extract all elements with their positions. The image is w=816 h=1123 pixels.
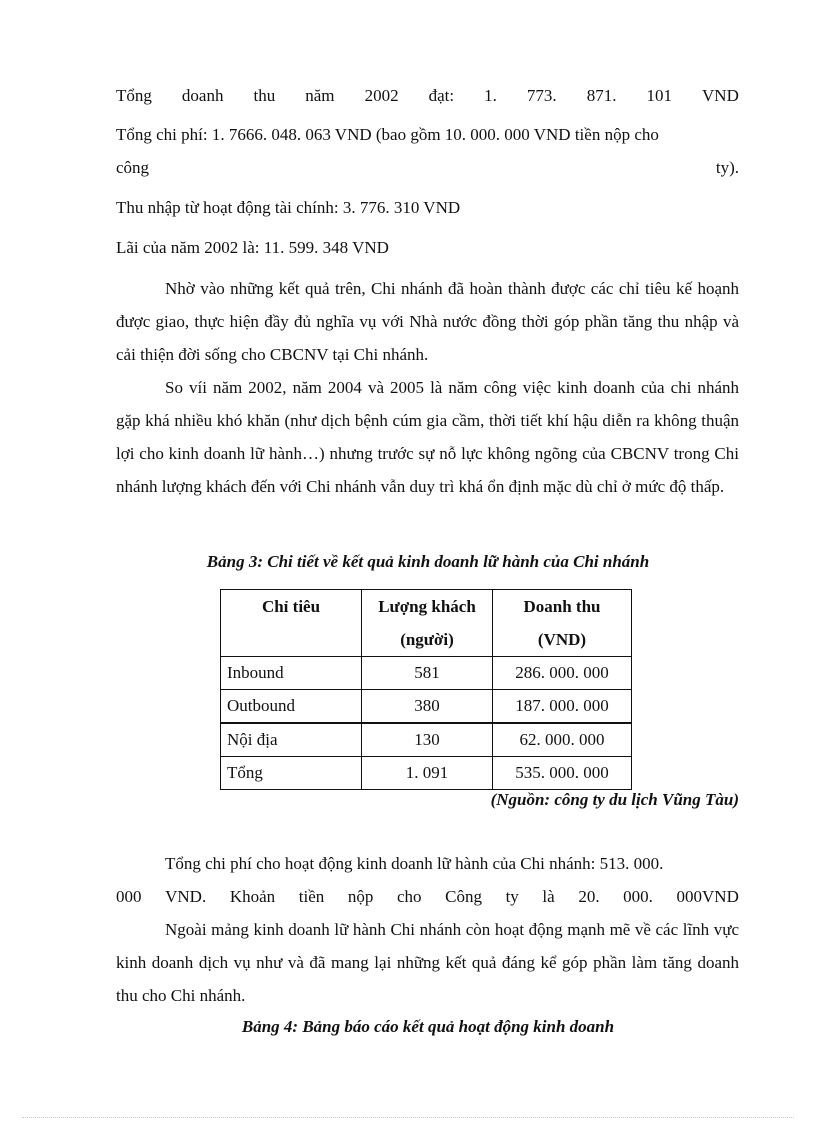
table3-caption: Bảng 3: Chi tiết về kết quả kinh doanh lữ hành của Chi nhánh xyxy=(206,552,650,571)
word: ty xyxy=(505,887,519,906)
header-guests xyxy=(362,590,493,657)
tour-cost-line: Tổng chi phí cho hoạt động kinh doanh lữ hành của Chi nhánh: 513. 000. xyxy=(165,854,664,873)
word: 871. xyxy=(586,86,617,105)
word: 1. xyxy=(484,86,497,105)
finance-income-line: Thu nhập từ hoạt động tài chính: 3. 776. 310 VND xyxy=(116,198,461,217)
word: VND. xyxy=(165,887,207,906)
table3-source: (Nguồn: công ty du lịch Vũng Tàu) xyxy=(490,790,739,809)
row-revenue: 286. 000. 000 xyxy=(493,657,632,690)
header-guests-unit: (người) xyxy=(400,630,454,649)
paragraph-services: Ngoài mảng kinh doanh lữ hành Chi nhánh còn hoạt động mạnh mẽ về các lĩnh vực kinh doanh dịch vụ như và đã mang lại những kết quả đáng kể góp phần làm tăng doanh thu cho Chi nhánh. xyxy=(116,920,739,1005)
header-revenue-label: Doanh thu xyxy=(523,597,601,616)
word: cho xyxy=(396,887,422,906)
word: nộp xyxy=(347,887,374,906)
row-revenue: 62. 000. 000 xyxy=(493,723,632,757)
revenue-2002-line xyxy=(116,84,739,108)
header-indicator-label: Chỉ tiêu xyxy=(261,597,321,616)
row-revenue: 187. 000. 000 xyxy=(493,690,632,724)
row-label: Outbound xyxy=(221,690,362,724)
header-guests-label: Lượng khách xyxy=(378,597,476,616)
row-label: Nội địa xyxy=(221,723,362,757)
row-guests: 1. 091 xyxy=(362,757,493,790)
row-revenue: 535. 000. 000 xyxy=(493,757,632,790)
table4-caption: Bảng 4: Bảng báo cáo kết quả hoạt động kinh doanh xyxy=(241,1017,615,1036)
word: Công xyxy=(445,887,482,906)
word: tiền xyxy=(298,887,325,906)
services-paragraph-block xyxy=(116,913,739,1012)
row-guests: 380 xyxy=(362,690,493,724)
profit-line: Lãi của năm 2002 là: 11. 599. 348 VND xyxy=(116,238,389,257)
table-row xyxy=(221,723,632,757)
row-guests: 130 xyxy=(362,723,493,757)
table-row xyxy=(221,757,632,790)
word: Tổng xyxy=(116,86,152,105)
page-bottom-divider xyxy=(22,1117,794,1118)
header-indicator xyxy=(221,590,362,657)
word: 000 xyxy=(116,887,142,906)
table-row xyxy=(221,657,632,690)
word: thu xyxy=(253,86,276,105)
word: 000. xyxy=(623,887,653,906)
word: công xyxy=(116,158,150,177)
body-paragraphs xyxy=(116,272,739,503)
word: 773. xyxy=(526,86,557,105)
table3 xyxy=(220,589,632,790)
word: năm xyxy=(305,86,335,105)
word: doanh xyxy=(181,86,224,105)
total-cost-line-continued xyxy=(116,156,739,180)
paragraph-results: Nhờ vào những kết quả trên, Chi nhánh đã hoàn thành được các chỉ tiêu kế hoạnh được giao, thực hiện đầy đủ nghĩa vụ với Nhà nước đồng thời góp phần tăng thu nhập và cải thiện đời sống cho CBCNV tại Chi nhánh. xyxy=(116,279,739,364)
word: ty). xyxy=(715,158,739,177)
tour-cost-line-continued xyxy=(116,885,739,909)
word: đạt: xyxy=(428,86,455,105)
row-guests: 581 xyxy=(362,657,493,690)
word: Khoản xyxy=(229,887,276,906)
row-label: Tổng xyxy=(221,757,362,790)
word: 2002 xyxy=(364,86,399,105)
table-header-row xyxy=(221,590,632,657)
table-row xyxy=(221,690,632,724)
paragraph-difficulties: So víi năm 2002, năm 2004 và 2005 là năm công việc kinh doanh của chi nhánh gặp khá nhiều khó khăn (như dịch bệnh cúm gia cầm, thời tiết khí hậu diễn ra không thuận lợi cho kinh doanh lữ hành…) nhưng trước sự nỗ lực không ngõng của CBCNV trong Chi nhánh lượng khách đến với Chi nhánh vẫn duy trì khá ổn định mặc dù chỉ ở mức độ thấp. xyxy=(116,378,739,496)
word: là xyxy=(542,887,555,906)
row-label: Inbound xyxy=(221,657,362,690)
word: VND xyxy=(702,86,739,105)
word: 000VND xyxy=(676,887,739,906)
word: 20. xyxy=(578,887,600,906)
header-revenue xyxy=(493,590,632,657)
word: 101 xyxy=(646,86,672,105)
header-revenue-unit: (VND) xyxy=(537,630,587,649)
total-cost-line: Tổng chi phí: 1. 7666. 048. 063 VND (bao gồm 10. 000. 000 VND tiền nộp cho xyxy=(116,125,659,144)
